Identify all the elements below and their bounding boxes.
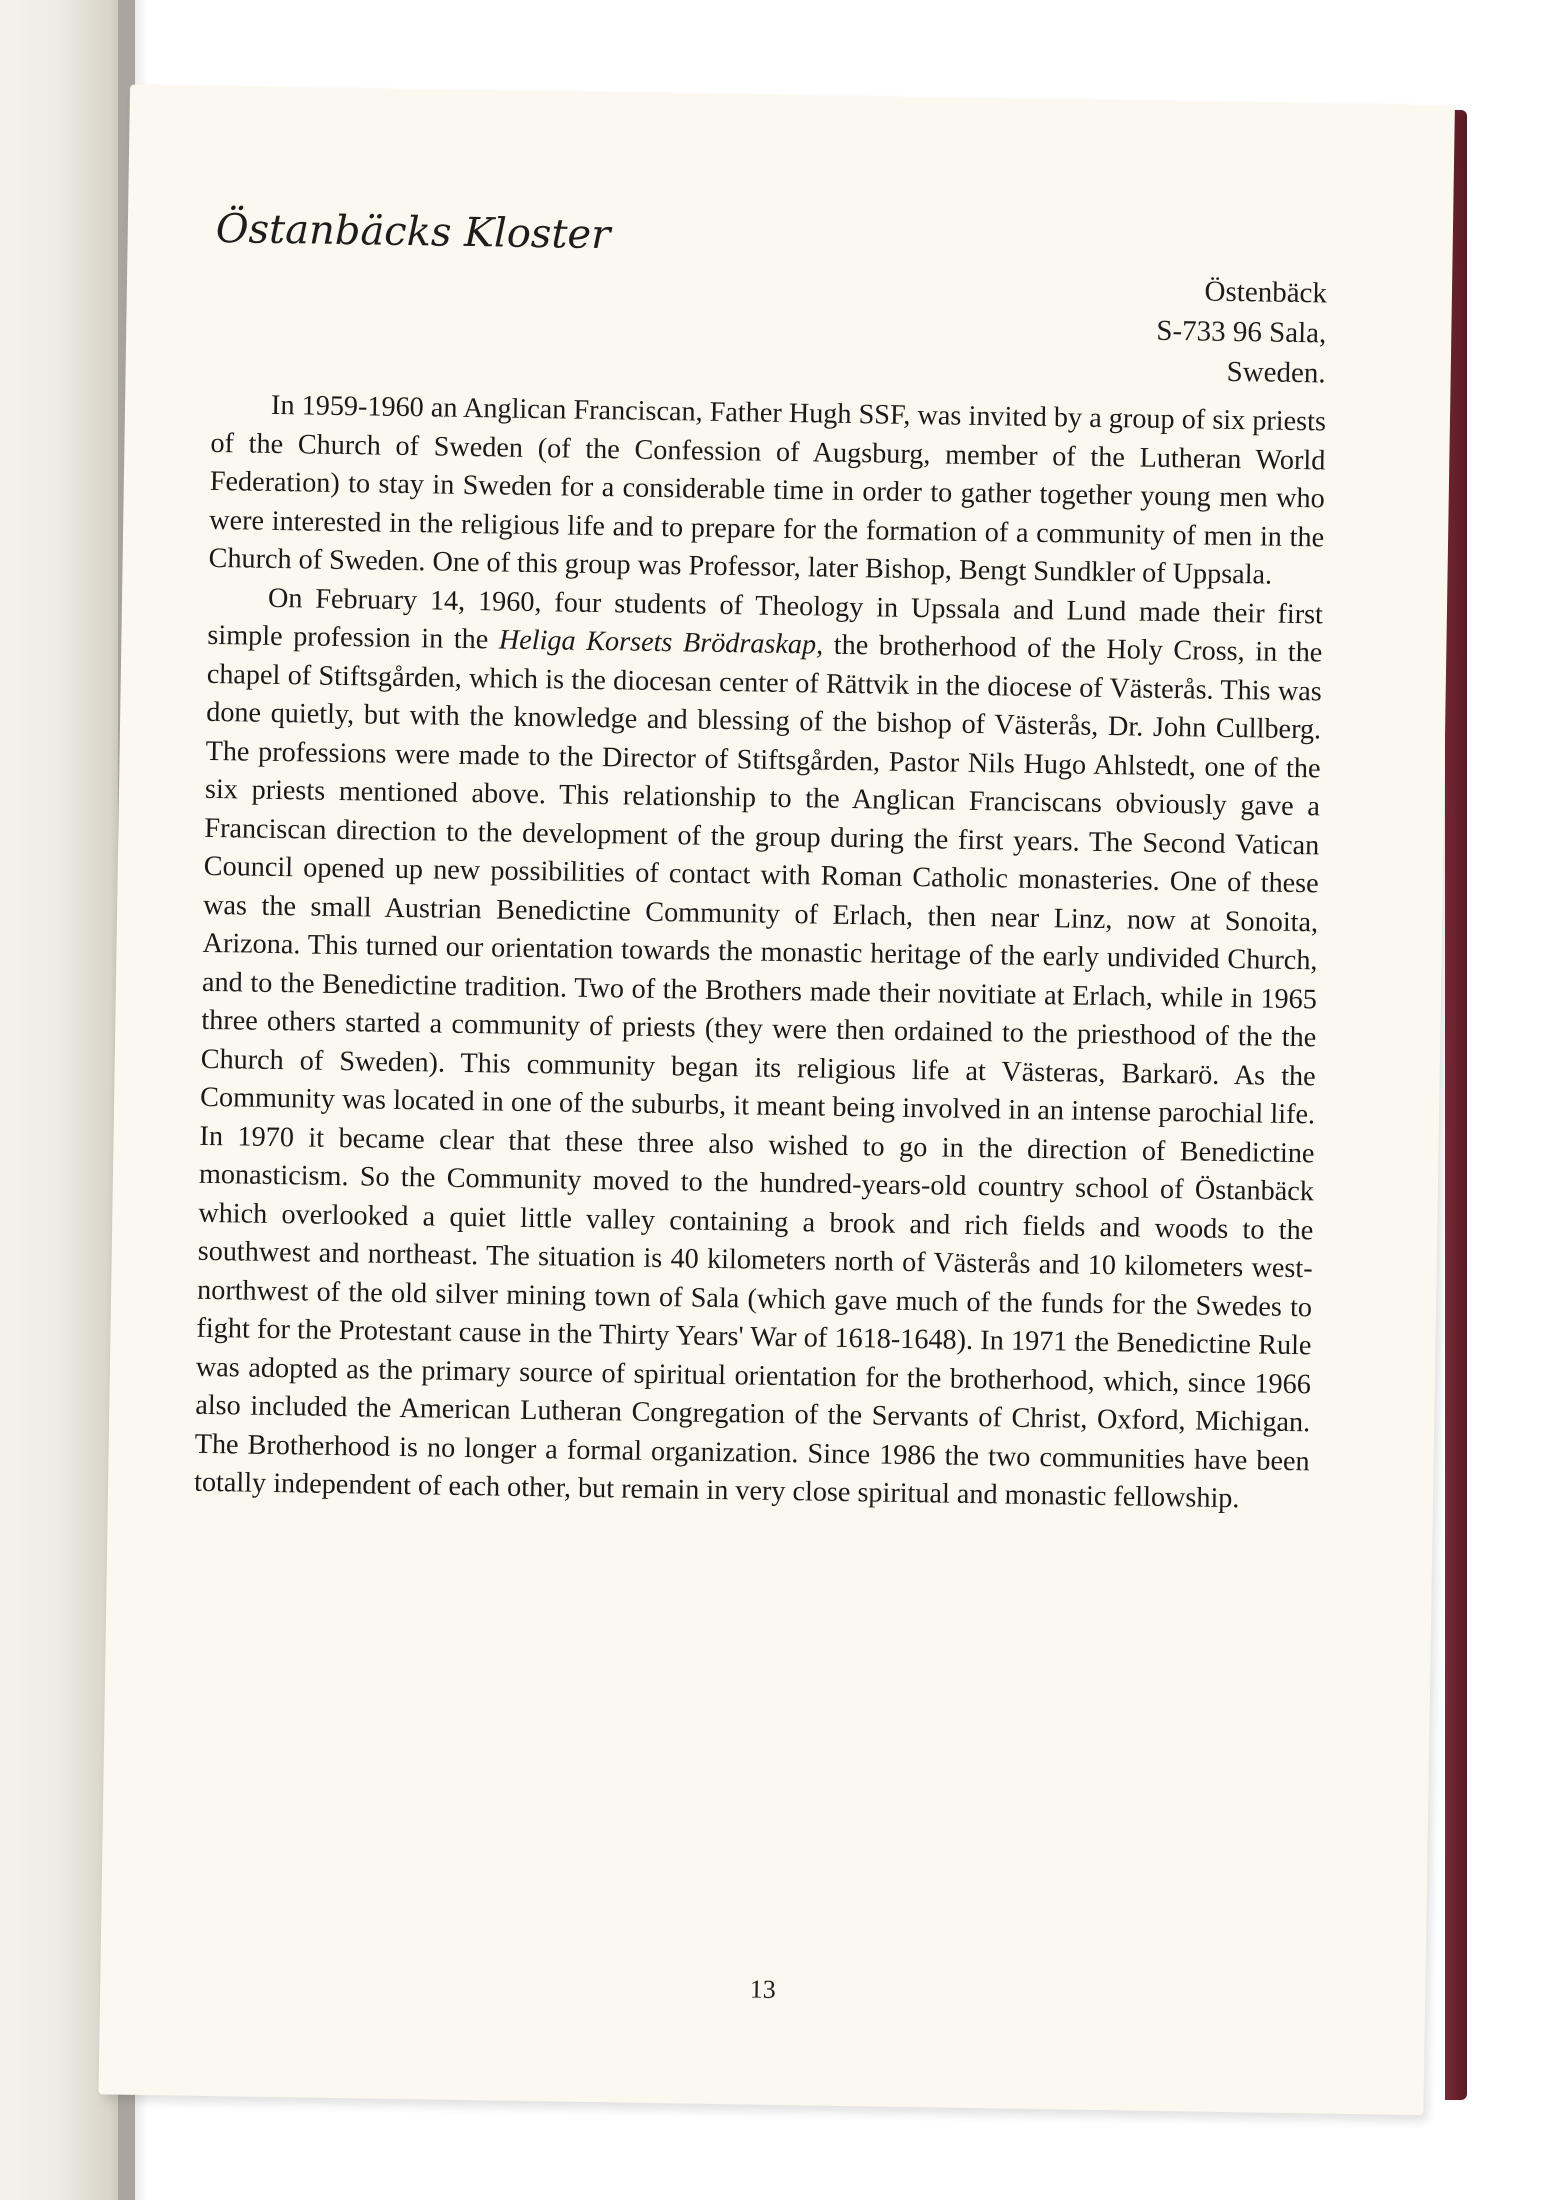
address-line-postcode: S-733 96 Sala,	[1156, 314, 1327, 350]
address-block	[1155, 271, 1327, 394]
paragraph-2	[194, 578, 1323, 1519]
paragraph-1: In 1959-1960 an Anglican Franciscan, Father Hugh SSF, was invited by a group of six priests of the Church of Sweden (of the Confession of Augsburg, member of the Lutheran World Federation) to stay in Sweden for a considerable time in order to gather together young men who were interested in the religious life and to prepare for the formation of a community of men in the Church of Sweden. One of this group was Professor, later Bishop, Bengt Sundkler of Uppsala.	[208, 389, 1327, 591]
body-text	[194, 386, 1326, 1520]
page-title: Östanbäcks Kloster	[215, 205, 611, 259]
page-number: 13	[749, 1974, 776, 2004]
brotherhood-name-italic: Heliga Korsets Brödraskap,	[498, 624, 824, 661]
paragraph-2-part-2: the brotherhood of the Holy Cross, in the chapel of Stiftsgården, which is the diocesan center of Rättvik in the diocese of Västerås. This was done quietly, but with the knowledge and blessing of the bishop of Västerås, Dr. John Cullberg. The professions were made to the Director of Stiftsgården, Pastor Nils Hugo Ahlstedt, one of the six priests mentioned above. This relationship to the Anglican Franciscans obviously gave a Franciscan direction to the development of the group during the first years. The Second Vatican Council opened up new possibilities of contact with Roman Catholic monasteries. One of these was the small Austrian Benedictine Community of Erlach, then near Linz, now at Sonoita, Arizona. This turned our orientation towards the monastic heritage of the early undivided Church, and to the Benedictine tradition. Two of the Brothers made their novitiate at Erlach, while in 1965 three others started a community of priests (they were then ordained to the priesthood of the the Church of Sweden). This community began its religious life at Västeras, Barkarö. As the Community was located in one of the suburbs, it meant being involved in an intense parochial life. In 1970 it became clear that these three also wished to go in the direction of Benedictine monasticism. So the Community moved to the hundred-years-old country school of Östanbäck which overlooked a quiet little valley containing a brook and rich fields and woods to the southwest and northeast. The situation is 40 kilometers north of Västerås and 10 kilometers west-northwest of the old silver mining town of Sala (which gave much of the funds for the Swedes to fight for the Protestant cause in the Thirty Years' War of 1618-1648). In 1971 the Benedictine Rule was adopted as the primary source of spiritual orientation for the brotherhood, which, since 1966 also included the American Lutheran Congregation of the Servants of Christ, Oxford, Michigan. The Brotherhood is no longer a formal organization. Since 1986 the two communities have been totally independent of each other, but remain in very close spiritual and monastic fellowship.	[193, 629, 1323, 1515]
paragraph-2-part-1: On February 14, 1960, four students of Theology in Upssala and Lund made their first simple profession in the	[207, 582, 1324, 656]
book-page	[99, 85, 1455, 2116]
address-line-locality: Östenbäck	[1204, 275, 1328, 310]
address-line-country: Sweden.	[1226, 355, 1326, 390]
